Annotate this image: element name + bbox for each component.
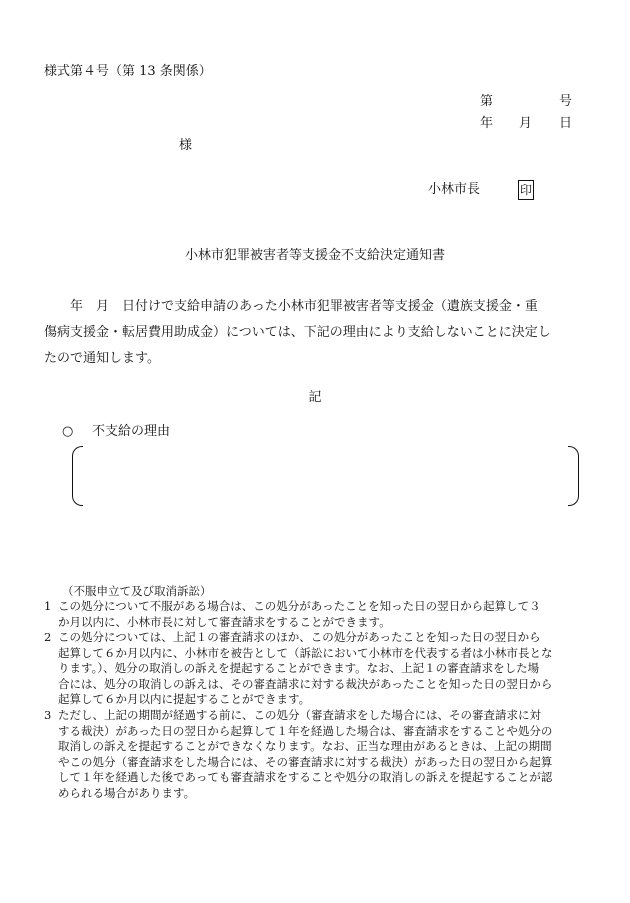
notice-heading: （不服申立て及び取消訴訟） [62,584,212,598]
notice-item-line: 取消しの訴えを提起することができなくなります。なお、正当な理由があるときは、上記の期間 [58,739,552,753]
notice-item-line: 起算して６か月以内に、小林市を被告として（訴訟において小林市を代表する者は小林市長とな [58,645,553,660]
number-suffix: 号 [558,94,572,109]
date-day: 日 [558,116,572,131]
date-month: 月 [519,116,533,131]
date-year: 年 [480,116,494,131]
document-title: 小林市犯罪被害者等支援金不支給決定通知書 [184,248,445,263]
notice-item-line: ります。）、処分の取消しの訴えを提起することができます。なお、上記１の審査請求をした場 [58,661,540,675]
addressee-suffix: 様 [179,138,193,153]
ki-heading: 記 [308,390,322,405]
seal-mark: 印 [518,180,534,200]
notice-item-line: か月以内に、小林市長に対して審査請求をすることができます。 [58,614,391,629]
notice-item-number: 2 [44,630,52,644]
reason-bracket-field[interactable] [72,446,579,506]
body-line: 傷病支援金・転居費用助成金）については、下記の理由により支給しないことに決定し [44,325,551,340]
notice-item-line: やこの処分（審査請求をした場合には、その審査請求に対する裁決）があった日の翌日から起算 [58,754,553,769]
notice-item-line: 起算して６か月以内に提起することができます。 [58,692,311,706]
notice-item-number: 3 [44,708,52,722]
notice-item-line: められる場合があります。 [58,785,196,800]
notice-item-line: この処分について不服がある場合は、この処分があったことを知った日の翌日から起算して３ [58,599,541,613]
notice-item-line: 合には、処分の取消しの訴えは、その審査請求に対する裁決があったことを知った日の翌日から [58,676,553,691]
notice-item-line: ただし、上記の期間が経過する前に、この処分（審査請求をした場合には、その審査請求に対 [58,708,541,722]
left-bracket [72,446,83,506]
body-line: たので通知します。 [44,351,160,366]
form-label: 様式第４号（第 13 条関係） [44,64,212,79]
number-prefix: 第 [480,94,494,109]
issuer-name: 小林市長 [428,182,481,197]
right-bracket [568,446,579,506]
circle-marker-icon: ○ [62,424,74,439]
notice-item-line: この処分については、上記１の審査請求のほか、この処分があったことを知った日の翌日から [58,630,541,644]
reason-label: 不支給の理由 [92,424,171,439]
notice-item-line: する裁決）があった日の翌日から起算して１年を経過した場合は、審査請求をすることや処分の [58,723,553,738]
notice-item-number: 1 [44,599,52,613]
body-line: 年 月 日付けで支給申請のあった小林市犯罪被害者等支援金（遺族支援金・重 [44,299,538,314]
reason-row [62,424,170,440]
body-paragraph [44,294,584,372]
notice-item-line: して１年を経過した後であっても審査請求をすることや処分の取消しの訴えを提起することが認 [58,770,553,784]
